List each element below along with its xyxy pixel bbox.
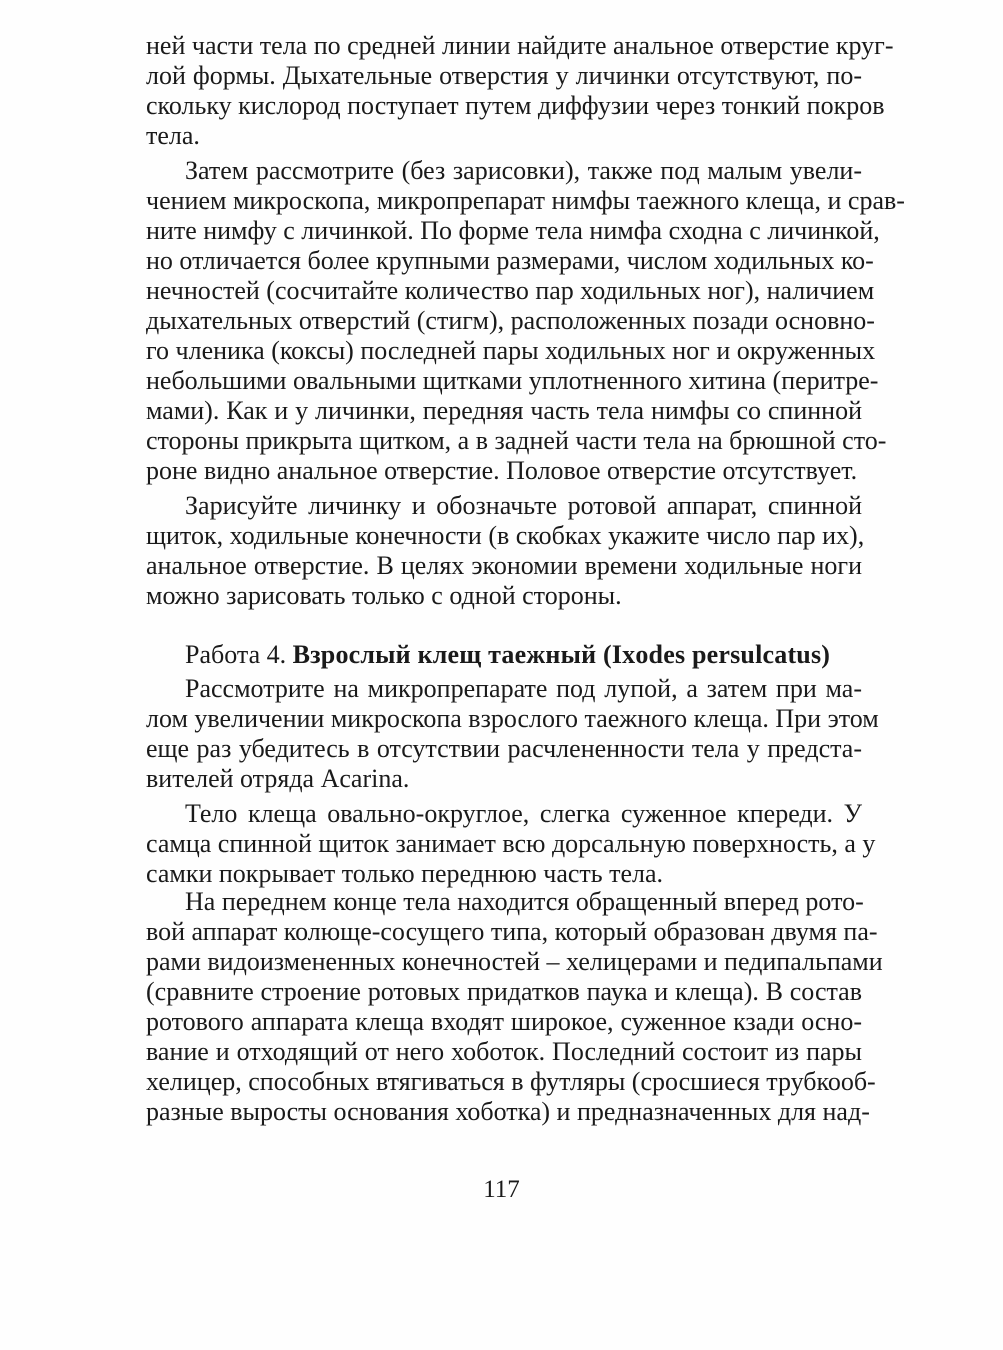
text-line: ните нимфу с личинкой. По форме тела нимфа сходна с личинкой, (146, 216, 880, 245)
text-line: небольшими овальными щитками уплотненного хитина (перитре- (146, 366, 879, 395)
text-line: мами). Как и у личинки, передняя часть тела нимфы со спинной (146, 396, 862, 425)
text-line: рами видоизмененных конечностей – хелицерами и педипальпами (146, 947, 883, 976)
text-line: скольку кислород поступает путем диффузии через тонкий покров (146, 91, 885, 120)
text-line: го членика (коксы) последней пары ходильных ног и окруженных (146, 336, 876, 365)
text-line: (сравните строение ротовых придатков паука и клеща). В состав (146, 977, 862, 1006)
text-line: вителей отряда Acarina. (146, 764, 410, 793)
text-line: Зарисуйте личинку и обозначьте ротовой аппарат, спинной (185, 491, 862, 520)
text-line: ротового аппарата клеща входят широкое, суженное кзади осно- (146, 1007, 862, 1036)
text-line: анальное отверстие. В целях экономии времени ходильные ноги (146, 551, 862, 580)
heading-title: Взрослый клещ таежный (Ixodes persulcatus) (292, 640, 831, 669)
text-line: самца спинной щиток занимает всю дорсальную поверхность, а у (146, 829, 876, 858)
text-line: тела. (146, 121, 200, 150)
text-line: нечностей (сосчитайте количество пар ходильных ног), наличием (146, 276, 875, 305)
text-line: еще раз убедитесь в отсутствии расчлененности тела у предста- (146, 734, 862, 763)
text-line: вой аппарат колюще-сосущего типа, который образован двумя па- (146, 917, 878, 946)
text-line: стороны прикрыта щитком, а в задней части тела на брюшной сто- (146, 426, 887, 455)
text-line: можно зарисовать только с одной стороны. (146, 581, 622, 610)
text-line: вание и отходящий от него хоботок. Последний состоит из пары (146, 1037, 862, 1066)
text-line: но отличается более крупными размерами, числом ходильных ко- (146, 246, 874, 275)
text-line: самки покрывает только переднюю часть тела. (146, 859, 664, 888)
text-line: ней части тела по средней линии найдите анальное отверстие круг- (146, 31, 894, 60)
text-line: лом увеличении микроскопа взрослого таежного клеща. При этом (146, 704, 879, 733)
text-line: Тело клеща овально-округлое, слегка суженное кпереди. У (185, 799, 862, 828)
text-line: Рассмотрите на микропрепарате под лупой, а затем при ма- (185, 674, 862, 703)
text-line: лой формы. Дыхательные отверстия у личинки отсутствуют, по- (146, 61, 862, 90)
text-line: щиток, ходильные конечности (в скобках укажите число пар их), (146, 521, 865, 550)
section-heading (185, 640, 862, 670)
text-line: Затем рассмотрите (без зарисовки), также под малым увели- (185, 156, 862, 185)
text-line: роне видно анальное отверстие. Половое отверстие отсутствует. (146, 456, 858, 485)
page-number: 117 (483, 1176, 520, 1203)
text-line: хелицер, способных втягиваться в футляры (сросшиеся трубкооб- (146, 1067, 876, 1096)
text-line: разные выросты основания хоботка) и предназначенных для над- (146, 1097, 870, 1126)
text-line: На переднем конце тела находится обращенный вперед рото- (185, 887, 864, 916)
heading-prefix: Работа 4. (185, 640, 293, 669)
text-line: чением микроскопа, микропрепарат нимфы таежного клеща, и срав- (146, 186, 905, 215)
text-line: дыхательных отверстий (стигм), расположенных позади основно- (146, 306, 875, 335)
